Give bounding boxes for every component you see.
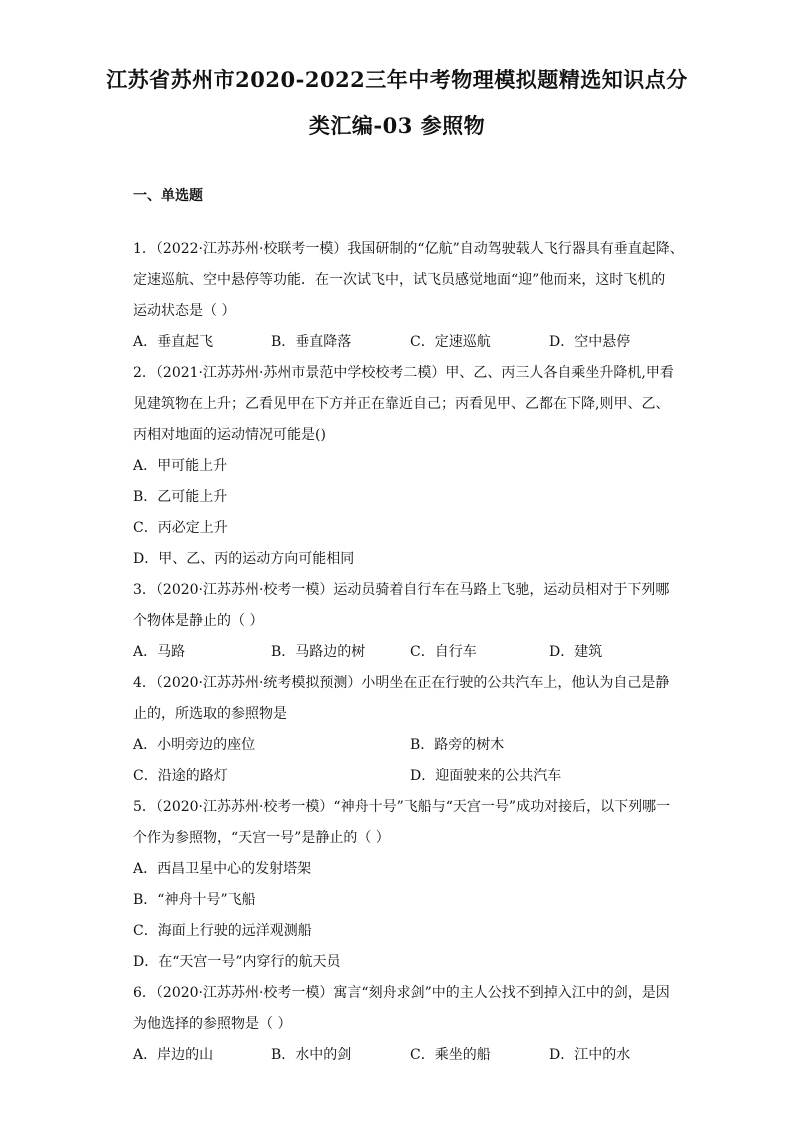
document-title-line-2: 类汇编-03 参照物 bbox=[308, 113, 486, 138]
question-6-option-a: A．岸边的山 bbox=[133, 1047, 214, 1063]
question-2-option-a: A．甲可能上升 bbox=[133, 458, 228, 474]
question-5-line-1: 5．（2020·江苏苏州·校考一模）“神舟十号”飞船与“天宫一号”成功对接后，以下列哪一 bbox=[133, 799, 671, 815]
question-5-line-2: 个作为参照物，“天宫一号”是静止的（ ） bbox=[133, 830, 390, 846]
question-4-option-b: B．路旁的树木 bbox=[410, 737, 505, 753]
question-4-option-a: A．小明旁边的座位 bbox=[133, 737, 256, 753]
question-6-line-2: 为他选择的参照物是（ ） bbox=[133, 1016, 292, 1032]
question-1-option-d: D．空中悬停 bbox=[549, 334, 631, 350]
question-4-line-2: 止的，所选取的参照物是 bbox=[133, 706, 287, 722]
question-1-option-c: C．定速巡航 bbox=[410, 334, 491, 350]
question-3-line-2: 个物体是静止的（ ） bbox=[133, 613, 264, 629]
question-1-option-b: B．垂直降落 bbox=[271, 334, 352, 350]
question-2-line-2: 见建筑物在上升；乙看见甲在下方并正在靠近自己；丙看见甲、乙都在下降,则甲、乙、 bbox=[133, 396, 670, 412]
question-5-option-c: C．海面上行驶的远洋观测船 bbox=[133, 923, 312, 939]
question-2-option-d: D．甲、乙、丙的运动方向可能相同 bbox=[133, 551, 355, 567]
question-2-option-c: C．丙必定上升 bbox=[133, 520, 228, 536]
document-title-line-1: 江苏省苏州市2020-2022三年中考物理模拟题精选知识点分 bbox=[106, 67, 688, 92]
question-4-option-c: C．沿途的路灯 bbox=[133, 768, 228, 784]
question-5-option-a: A．西昌卫星中心的发射塔架 bbox=[133, 861, 312, 877]
question-3-option-a: A．马路 bbox=[133, 644, 186, 660]
question-3-option-d: D．建筑 bbox=[549, 644, 603, 660]
question-2-line-3: 丙相对地面的运动情况可能是() bbox=[133, 427, 326, 443]
question-1-line-2: 定速巡航、空中悬停等功能．在一次试飞中，试飞员感觉地面“迎”他而来，这时飞机的 bbox=[133, 272, 666, 288]
question-3-option-b: B．马路边的树 bbox=[271, 644, 366, 660]
question-1-line-3: 运动状态是（ ） bbox=[133, 303, 236, 319]
section-heading: 一、单选题 bbox=[133, 188, 203, 204]
question-3-option-c: C．自行车 bbox=[410, 644, 477, 660]
question-1-option-a: A．垂直起飞 bbox=[133, 334, 214, 350]
question-4-line-1: 4．（2020·江苏苏州·统考模拟预测）小明坐在正在行驶的公共汽车上，他认为自己是静 bbox=[133, 675, 670, 691]
question-1-line-1: 1．（2022·江苏苏州·校联考一模）我国研制的“亿航”自动驾驶载人飞行器具有垂直起降、 bbox=[133, 241, 684, 257]
question-6-line-1: 6．（2020·江苏苏州·校考一模）寓言“刻舟求剑”中的主人公找不到掉入江中的剑，是因 bbox=[133, 985, 670, 1001]
question-2-line-1: 2．（2021·江苏苏州·苏州市景范中学校校考二模）甲、乙、丙三人各自乘坐升降机,甲看 bbox=[133, 365, 674, 381]
question-6-option-c: C．乘坐的船 bbox=[410, 1047, 491, 1063]
question-3-line-1: 3．（2020·江苏苏州·校考一模）运动员骑着自行车在马路上飞驰，运动员相对于下列哪 bbox=[133, 582, 670, 598]
question-4-option-d: D．迎面驶来的公共汽车 bbox=[410, 768, 562, 784]
question-6-option-d: D．江中的水 bbox=[549, 1047, 631, 1063]
question-5-option-d: D．在“天宫一号”内穿行的航天员 bbox=[133, 954, 341, 970]
question-5-option-b: B．“神舟十号”飞船 bbox=[133, 892, 256, 908]
question-2-option-b: B．乙可能上升 bbox=[133, 489, 228, 505]
question-6-option-b: B．水中的剑 bbox=[271, 1047, 352, 1063]
